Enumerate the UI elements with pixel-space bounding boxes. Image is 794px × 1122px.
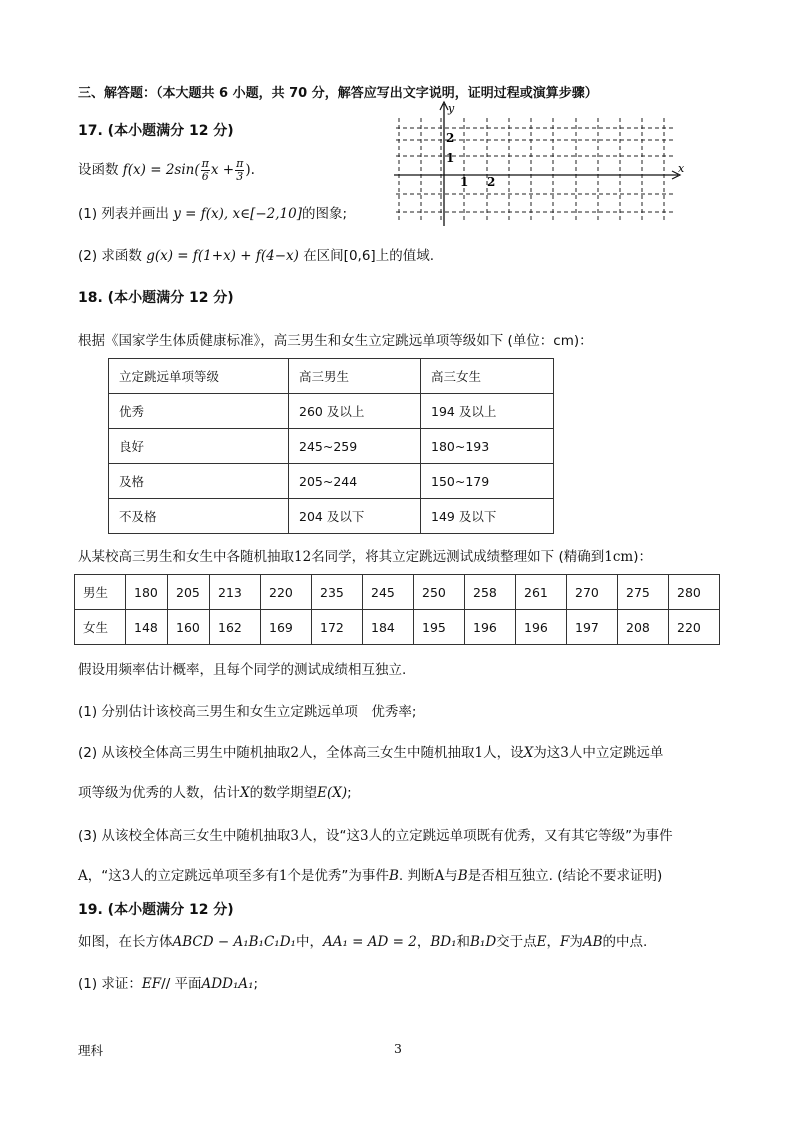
q17-func-mid: x + <box>210 162 235 178</box>
q19-segment: AB <box>582 934 603 950</box>
score-cell: 205 <box>168 575 210 610</box>
grade-header-cell: 高三女生 <box>421 359 554 394</box>
sample-unit: 1cm <box>604 549 634 565</box>
score-cell: 160 <box>168 610 210 645</box>
grade-table-header <box>109 359 554 394</box>
q17-part1-end: 的图象; <box>301 206 348 222</box>
q19-text: 和 <box>456 934 470 950</box>
q19-title: 19. (本小题满分 12 分) <box>78 902 234 918</box>
q18-part2-text: (2) 从该校全体高三男生中随机抽取 <box>78 745 291 761</box>
q18-part3-text: 人的立定跳远单项既有优秀，又有其它等级”为事件 <box>368 828 673 844</box>
q19-intro <box>78 930 647 950</box>
score-cell: 258 <box>465 575 516 610</box>
q17-function-def <box>78 152 255 188</box>
grade-cell: 180~193 <box>421 429 554 464</box>
q18-part2-line2 <box>78 781 352 801</box>
grade-cell: 194 及以上 <box>421 394 554 429</box>
grade-cell: 良好 <box>109 429 289 464</box>
q19-plane: ADD₁A₁ <box>201 976 254 992</box>
q18-part3-text: ，“这 <box>87 868 122 884</box>
score-cell: 208 <box>618 610 669 645</box>
q19-text: 如图，在长方体 <box>78 934 173 950</box>
q17-part2-end: 在区间[0,6]上的值域. <box>303 248 434 264</box>
q18-part2-text: 项等级为优秀的人数，估计 <box>78 785 240 801</box>
grid-lines <box>396 118 674 222</box>
table-row <box>109 429 554 464</box>
score-cell: 196 <box>465 610 516 645</box>
q18-part2-expectation: E(X) <box>317 785 348 801</box>
q17-frac2-den: 3 <box>236 169 244 183</box>
sample-intro-a: 从某校高三男生和女生中各随机抽取 <box>78 549 294 565</box>
grade-cell: 204 及以下 <box>289 499 421 534</box>
q17-part2 <box>78 244 434 264</box>
q18-part3-text: 人，设“这 <box>299 828 361 844</box>
table-row <box>109 394 554 429</box>
q18-part2-num: 2 <box>290 745 300 761</box>
q18-title: 18. (本小题满分 12 分) <box>78 290 234 306</box>
score-cell: 169 <box>261 610 312 645</box>
score-cell: 162 <box>210 610 261 645</box>
score-cell: 213 <box>210 575 261 610</box>
q17-frac1 <box>201 158 210 183</box>
q17-func-end: ). <box>245 162 255 178</box>
q19-text: ， <box>546 934 560 950</box>
q18-part2-text: 的数学期望 <box>249 785 318 801</box>
tick-y2: 2 <box>446 131 455 145</box>
grade-table <box>108 358 554 534</box>
q18-sample-intro <box>78 545 652 565</box>
score-table <box>74 574 720 645</box>
q18-part1: (1) 分别估计该校高三男生和女生立定跳远单项 优秀率; <box>78 704 417 720</box>
grade-cell: 优秀 <box>109 394 289 429</box>
score-row-label: 男生 <box>75 575 126 610</box>
score-cell: 250 <box>414 575 465 610</box>
q19-text: 为 <box>569 934 583 950</box>
q17-part1-label: (1) 列表并画出 <box>78 206 169 222</box>
page-number: 3 <box>394 1041 402 1056</box>
q18-part3-text: 是否相互独立. (结论不要求证明) <box>467 868 663 884</box>
score-cell: 270 <box>567 575 618 610</box>
grade-cell: 260 及以上 <box>289 394 421 429</box>
table-row <box>75 610 720 645</box>
q18-part3-num: 3 <box>290 828 300 844</box>
q18-part2-text: ; <box>347 785 352 801</box>
tick-x1: 1 <box>460 175 469 189</box>
q18-part3-num: 1 <box>278 868 288 884</box>
tick-x2: 2 <box>487 175 496 189</box>
table-row <box>75 575 720 610</box>
y-axis-label: y <box>448 102 455 115</box>
q19-segment: EF <box>141 976 162 992</box>
q17-frac1-den: 6 <box>201 169 209 183</box>
sample-n: 12 <box>294 549 312 565</box>
table-row <box>109 499 554 534</box>
q18-part2-num: 3 <box>560 745 569 761</box>
q17-frac2-num: π <box>236 156 244 170</box>
q19-point: F <box>560 934 570 950</box>
q19-segment: B₁D <box>469 934 497 950</box>
q19-text: (1) 求证： <box>78 976 142 992</box>
grade-cell: 150~179 <box>421 464 554 499</box>
grade-cell: 245~259 <box>289 429 421 464</box>
footer-subject: 理科 <box>78 1043 104 1058</box>
q18-part3-text: 人的立定跳远单项至多有 <box>130 868 279 884</box>
q17-frac2 <box>235 158 244 183</box>
score-cell: 245 <box>363 575 414 610</box>
q19-part1 <box>78 972 258 992</box>
q18-part3-num: 3 <box>121 868 131 884</box>
q18-part3-text: 个是优秀”为事件 <box>287 868 389 884</box>
score-cell: 148 <box>126 610 168 645</box>
q19-text: ; <box>253 976 259 992</box>
q18-part2-text: 人中立定跳远单 <box>568 745 664 761</box>
q19-text: ， <box>416 934 431 950</box>
q17-coordinate-grid <box>384 98 694 230</box>
q18-part3-num: 3 <box>360 828 369 844</box>
q19-text: 中， <box>295 934 323 950</box>
grade-header-cell: 高三男生 <box>289 359 421 394</box>
sample-intro-c: )： <box>633 549 652 565</box>
q17-intro: 设函数 <box>78 162 119 178</box>
score-cell: 184 <box>363 610 414 645</box>
q19-segment: BD₁ <box>430 934 457 950</box>
score-cell: 235 <box>312 575 363 610</box>
x-axis-label: x <box>678 162 685 175</box>
event-a: A <box>434 868 445 884</box>
grade-cell: 不及格 <box>109 499 289 534</box>
grade-cell: 205~244 <box>289 464 421 499</box>
q18-part2-text: 人，全体高三女生中随机抽取 <box>299 745 475 761</box>
q19-point: E <box>536 934 547 950</box>
q18-part2-line1 <box>78 741 663 761</box>
q19-text: 的中点. <box>602 934 648 950</box>
score-cell: 220 <box>669 610 720 645</box>
grade-cell: 149 及以下 <box>421 499 554 534</box>
q17-title: 17. (本小题满分 12 分) <box>78 123 234 139</box>
q17-part1 <box>78 202 347 222</box>
q17-part2-label: (2) 求函数 <box>78 248 142 264</box>
score-cell: 180 <box>126 575 168 610</box>
table-row <box>109 464 554 499</box>
score-cell: 220 <box>261 575 312 610</box>
q18-part2-num: 1 <box>474 745 484 761</box>
q17-frac1-num: π <box>201 156 209 170</box>
q17-func-lhs: f(x) = 2sin( <box>122 162 200 178</box>
q18-part2-var: X <box>523 745 534 761</box>
grade-header-cell: 立定跳远单项等级 <box>109 359 289 394</box>
event-a: A <box>78 868 88 884</box>
q18-part2-text: 人，设 <box>483 745 524 761</box>
q19-text: // 平面 <box>161 976 202 992</box>
section-heading: 三、解答题：（本大题共 6 小题，共 70 分，解答应写出文字说明，证明过程或演算步骤） <box>78 86 598 101</box>
q18-intro: 根据《国家学生体质健康标准》，高三男生和女生立定跳远单项等级如下 (单位：cm)： <box>78 333 593 349</box>
q19-box: ABCD − A₁B₁C₁D₁ <box>172 934 296 950</box>
q18-part2-text: 为这 <box>533 745 561 761</box>
q18-part3-text: (3) 从该校全体高三女生中随机抽取 <box>78 828 291 844</box>
q18-part3-line2 <box>78 864 662 884</box>
score-cell: 195 <box>414 610 465 645</box>
q18-part2-var: X <box>240 785 250 801</box>
q18-assumption: 假设用频率估计概率，且每个同学的测试成绩相互独立. <box>78 662 407 678</box>
score-cell: 172 <box>312 610 363 645</box>
score-cell: 196 <box>516 610 567 645</box>
score-cell: 280 <box>669 575 720 610</box>
sample-intro-b: 名同学，将其立定跳远测试成绩整理如下 (精确到 <box>311 549 605 565</box>
event-b: B <box>388 868 399 884</box>
score-cell: 275 <box>618 575 669 610</box>
score-cell: 197 <box>567 610 618 645</box>
q18-part3-line1 <box>78 824 673 844</box>
q17-part2-math: g(x) = f(1+x) + f(4−x) <box>146 248 299 264</box>
q18-part3-text: 与 <box>444 868 458 884</box>
score-cell: 261 <box>516 575 567 610</box>
grade-cell: 及格 <box>109 464 289 499</box>
event-b: B <box>457 868 468 884</box>
q18-part3-text: . 判断 <box>398 868 435 884</box>
tick-y1: 1 <box>446 151 455 165</box>
score-row-label: 女生 <box>75 610 126 645</box>
q19-text: 交于点 <box>496 934 537 950</box>
q17-part1-math: y = f(x), x∈[−2,10] <box>173 206 302 222</box>
q19-condition: AA₁ = AD = 2 <box>322 934 417 950</box>
